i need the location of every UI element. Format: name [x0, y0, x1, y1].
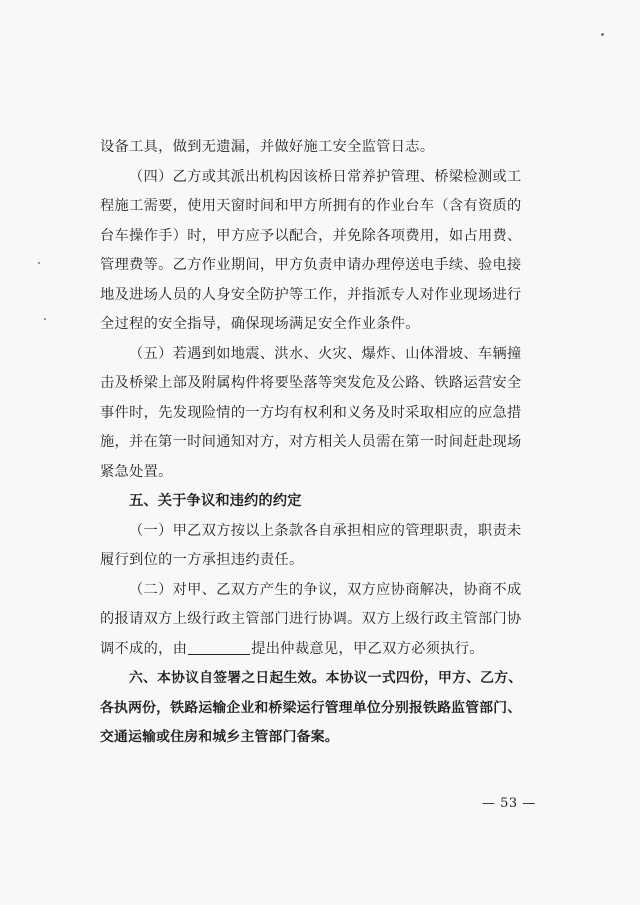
paragraph-5 [100, 340, 555, 488]
paragraph-line [100, 635, 555, 665]
paragraph-line: （五）若遇到如地震、洪水、火灾、爆炸、山体滑坡、车辆撞 [129, 345, 522, 362]
paragraph-line: 击及桥梁上部及附属构件将要坠落等突发危及公路、铁路运营安全 [100, 375, 522, 391]
document-body [100, 133, 555, 753]
subsection-1 [100, 517, 555, 576]
paragraph-4 [100, 163, 555, 340]
paragraph-line: （一）甲乙双方按以上条款各自承担相应的管理职责，职责未 [129, 522, 522, 539]
paragraph-line: 全过程的安全指导，确保现场满足安全作业条件。 [100, 316, 420, 332]
paragraph-line: 交通运输或住房和城乡主管部门备案。 [100, 729, 339, 745]
paragraph-line: 管理费等。乙方作业期间，甲方负责申请办理停送电手续、验电接 [100, 257, 522, 273]
paragraph-line: 台车操作手）时，甲方应予以配合，并免除各项费用，如占用费、 [100, 227, 522, 244]
fill-in-blank [188, 640, 250, 655]
text-after-blank: 提出仲裁意见，甲乙双方必须执行。 [251, 640, 484, 657]
section-6 [100, 664, 555, 753]
paragraph-line: （四）乙方或其派出机构因该桥日常养护管理、桥梁检测或工 [129, 168, 522, 185]
paragraph-line: 地及进场人员的人身安全防护等工作，并指派专人对作业现场进行 [100, 286, 522, 303]
scan-speck [44, 318, 46, 320]
paragraph-line: 事件时，先发现险情的一方均有权利和义务及时采取相应的应急措 [100, 404, 522, 421]
scan-speck [601, 33, 604, 36]
section-heading-5: 五、关于争议和违约的约定 [129, 493, 302, 509]
scan-speck [38, 262, 40, 264]
paragraph-line: 施，并在第一时间通知对方，对方相关人员需在第一时间赶赴现场 [100, 434, 522, 450]
subsection-2 [100, 576, 555, 665]
paragraph-line: 程施工需要，使用天窗时间和甲方所拥有的作业台车（含有资质的 [100, 198, 522, 214]
page-number: — 53 — [482, 796, 536, 811]
paragraph-line: （二）对甲、乙双方产生的争议，双方应协商解决，协商不成 [129, 581, 522, 598]
paragraph-line: 紧急处置。 [100, 463, 173, 480]
paragraph-line: 各执两份，铁路运输企业和桥梁运行管理单位分别报铁路监管部门、 [100, 699, 522, 716]
paragraph-line: 六、本协议自签署之日起生效。本协议一式四份，甲方、乙方、 [129, 670, 523, 686]
paragraph-line: 履行到位的一方承担违约责任。 [100, 552, 304, 568]
continued-line: 设备工具，做到无遗漏，并做好施工安全监管日志。 [100, 139, 435, 155]
paragraph-line: 的报请双方上级行政主管部门进行协调。双方上级行政主管部门协 [100, 611, 522, 627]
text-before-blank: 调不成的，由 [100, 640, 188, 657]
